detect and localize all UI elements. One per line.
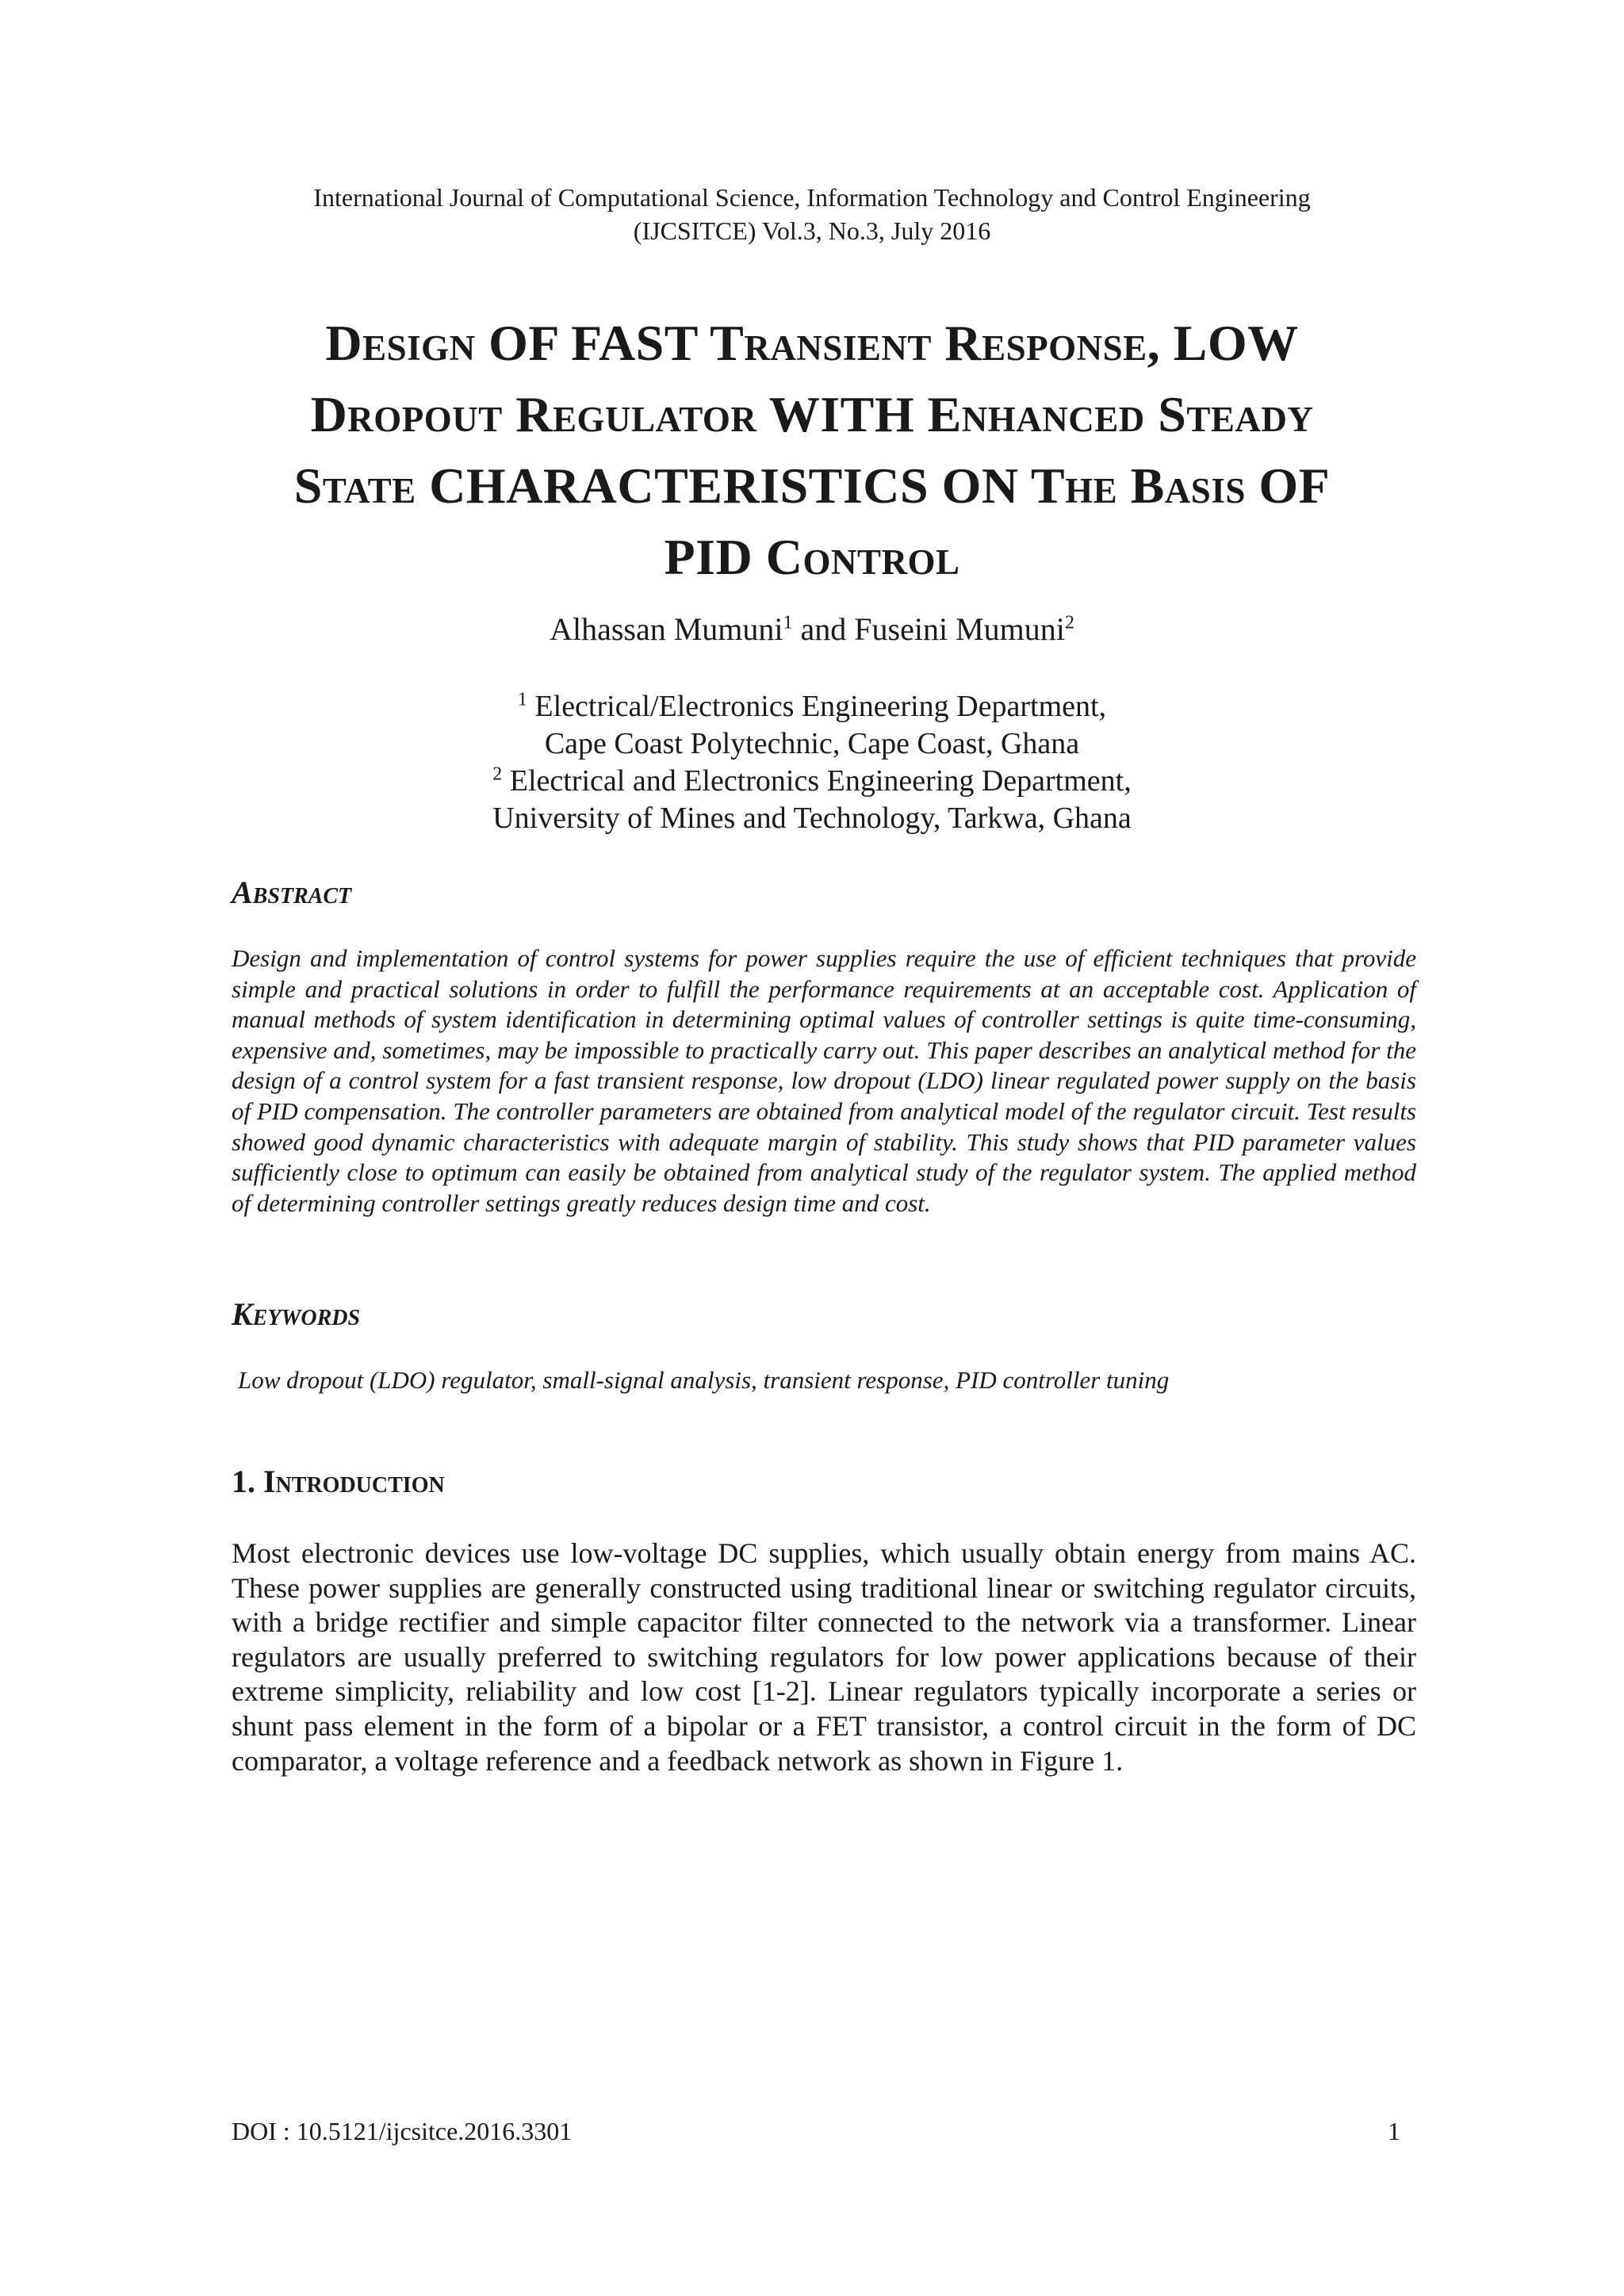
title-line-2: Dropout Regulator WITH Enhanced Steady (310, 386, 1314, 442)
journal-header-line-2: (IJCSITCE) Vol.3, No.3, July 2016 (633, 216, 991, 245)
title-line-4: PID Control (664, 529, 960, 585)
affiliation-2-text: Electrical and Electronics Engineering Department, (509, 764, 1132, 798)
keywords-body: Low dropout (LDO) regulator, small-signal analysis, transient response, PID controller tuning (238, 1366, 1170, 1394)
affiliation-mark-2: 2 (492, 763, 503, 785)
abstract-heading: Abstract (232, 874, 352, 910)
author-list (0, 609, 1624, 650)
author-affiliation-mark-1: 1 (783, 612, 793, 633)
author-affiliation-mark-2: 2 (1064, 612, 1074, 633)
affiliation-1-line-2: Cape Coast Polytechnic, Cape Coast, Ghana (544, 727, 1080, 760)
author-name-1: Alhassan Mumuni (550, 611, 783, 647)
keywords-heading: Keywords (232, 1296, 361, 1332)
journal-header (0, 181, 1624, 247)
affiliations (0, 688, 1624, 837)
author-name-2: Fuseini Mumuni (854, 611, 1065, 647)
journal-header-line-1: International Journal of Computational Science, Information Technology and Control Engineering (313, 183, 1311, 212)
affiliation-1-text: Electrical/Electronics Engineering Department, (534, 690, 1107, 723)
affiliation-1-line-1 (0, 688, 1624, 725)
page-number: 1 (1388, 2117, 1400, 2145)
title-line-1: Design OF FAST Transient Response, LOW (325, 315, 1299, 371)
affiliation-mark-1: 1 (517, 689, 527, 710)
affiliation-2-line-1 (0, 763, 1624, 800)
paper-title (190, 308, 1434, 593)
abstract-body: Design and implementation of control systems for power supplies require the use of efficient techniques that provide simple and practical solutions in order to fulfill the performance requirements at an acceptable cost. Application of manual methods of system identification in determining optimal values of controller settings is quite time-consuming, expensive and, sometimes, may be impossible to practically carry out. This paper describes an analytical method for the design of a control system for a fast transient response, low dropout (LDO) linear regulated power supply on the basis of PID compensation. The controller parameters are obtained from analytical model of the regulator circuit. Test results showed good dynamic characteristics with adequate margin of stability. This study shows that PID parameter values sufficiently close to optimum can easily be obtained from analytical study of the regulator system. The applied method of determining controller settings greatly reduces design time and cost. (232, 944, 1416, 1217)
title-line-3: State CHARACTERISTICS ON The Basis OF (293, 457, 1331, 514)
affiliation-2-line-2: University of Mines and Technology, Tarkwa, Ghana (492, 802, 1132, 835)
footer-doi: DOI : 10.5121/ijcsitce.2016.3301 (232, 2117, 573, 2145)
introduction-body: Most electronic devices use low-voltage DC supplies, which usually obtain energy from mains AC. These power supplies are generally constructed using traditional linear or switching regulator circuits, with a bridge rectifier and simple capacitor filter connected to the network via a transformer. Linear regulators are usually preferred to switching regulators for low power applications because of their extreme simplicity, reliability and low cost [1-2]. Linear regulators typically incorporate a series or shunt pass element in the form of a bipolar or a FET transistor, a control circuit in the form of DC comparator, a voltage reference and a feedback network as shown in Figure 1. (232, 1537, 1416, 1777)
introduction-heading: 1. Introduction (232, 1464, 445, 1499)
author-conjunction: and (792, 611, 855, 647)
